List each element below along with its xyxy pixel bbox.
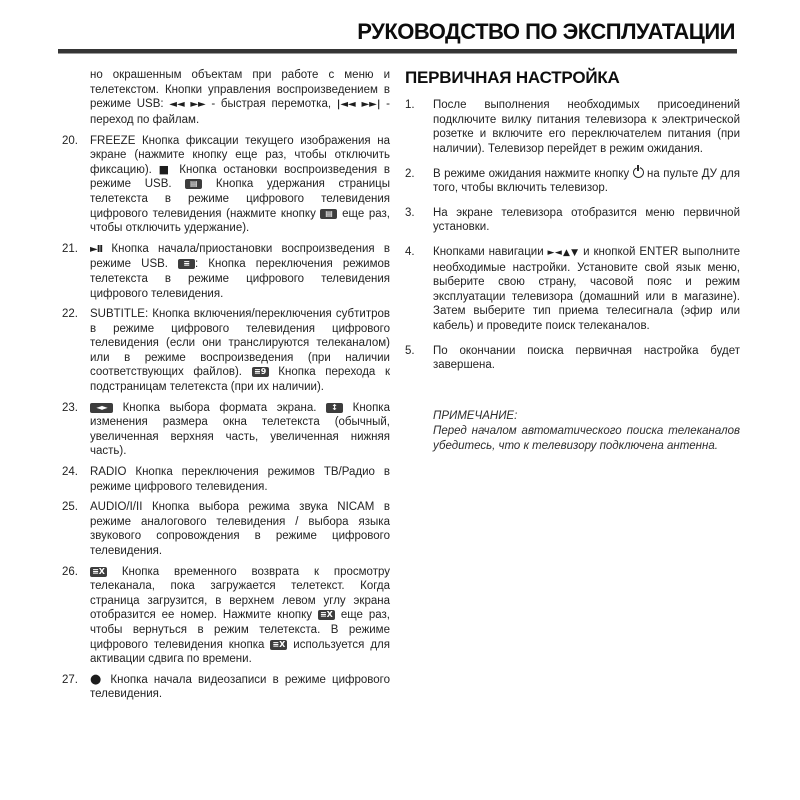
item-number: 5. — [405, 344, 415, 357]
item-text: Кнопками навигации ►◄▲▼ и кнопкой ENTER выполните необходимые настройки. Установите свой язык меню, выберите свою страну, часовой пояс и режим эксплуатации телевизора (домашний или в магазине). Затем выберите тип приема телесигнала (эфир или кабель) и проведите поиск телеканалов. — [433, 245, 741, 332]
teletext-hold-icon: ▤ — [185, 179, 202, 189]
item-number: 26. — [62, 565, 78, 578]
item-text: FREEZE Кнопка фиксации текущего изображения на экране (нажмите кнопку еще раз, чтобы отключить фиксацию). ■ Кнопка остановки воспроизведения в режиме USB. ▤ Кнопка удержания страницы телетекста в режиме цифрового телевидения цифрового телевидения (нажмите кнопку ▤ еще раз, чтобы отключить удержание). — [90, 134, 390, 235]
section-heading: ПЕРВИЧНАЯ НАСТРОЙКА — [405, 68, 620, 88]
item-text: RADIO Кнопка переключения режимов ТВ/Радио в режиме цифрового телевидения. — [90, 466, 390, 493]
item-text: На экране телевизора отобразится меню первичной установки. — [433, 206, 740, 234]
list-item-21 — [62, 242, 390, 301]
setup-step-4 — [405, 245, 740, 334]
setup-step-2 — [405, 167, 740, 196]
item-text: После выполнения необходимых присоединений подключите вилку питания телевизора к электрической розетке и включите его переключателем питания (при наличии). Телевизор перейдет в режим ожидания. — [433, 99, 740, 155]
record-icon: ● — [90, 671, 105, 687]
item-number: 1. — [405, 99, 415, 112]
content — [0, 54, 800, 708]
nav-arrows-icon: ►◄▲▼ — [547, 247, 580, 258]
list-item-26 — [62, 565, 390, 667]
teletext-cancel-icon: ≡X — [90, 567, 107, 577]
note-label: ПРИМЕЧАНИЕ: — [433, 409, 518, 422]
paragraph-text: но окрашенным объектам при работе с меню и телетекстом. Кнопки управления воспроизведением в режиме USB: ◄◄ ►► - быстрая перемотка, |◄◄ ►►| - переход по файлам. — [90, 69, 390, 126]
item-number: 3. — [405, 206, 415, 219]
right-column — [405, 68, 740, 708]
item-text: ≡X Кнопка временного возврата к просмотру телеканала, пока загружается телетекст. Когда страница загрузится, в верхнем левом углу экрана отобразится ее номер. Нажмите кнопку ≡X еще раз, чтобы вернуться в режим телетекста. В режиме цифрового телевидения кнопка ≡X используется для активации сдвига по времени. — [90, 565, 390, 666]
teletext-hold-icon: ▤ — [320, 209, 337, 219]
list-item-25 — [62, 500, 390, 558]
item-text: ◄► Кнопка выбора формата экрана. ↕ Кнопка изменения размера окна телетекста (обычный, увеличенная верхняя часть, увеличенная нижняя часть). — [90, 401, 390, 458]
item-number: 27. — [62, 673, 78, 686]
note-block — [405, 409, 740, 454]
item-number: 20. — [62, 134, 78, 147]
rewind-icon: ◄◄ — [169, 99, 185, 111]
teletext-size-icon: ↕ — [326, 403, 343, 413]
left-column — [62, 68, 390, 708]
setup-step-1 — [405, 98, 740, 156]
paragraph-continued — [62, 68, 390, 127]
page-title: РУКОВОДСТВО ПО ЭКСПЛУАТАЦИИ — [357, 19, 735, 44]
stop-icon: ■ — [158, 162, 173, 176]
item-number: 2. — [405, 167, 415, 180]
page-header — [0, 0, 800, 44]
item-text: SUBTITLE: Кнопка включения/переключения субтитров в режиме цифрового телевидения цифрового телевидения (если они транслируются телеканалом) или в режиме воспроизведения (при наличии соответствующих файлов). ≡9 Кнопка перехода к подстраницам телетекста (при их наличии). — [90, 308, 390, 394]
item-text: В режиме ожидания нажмите кнопку на пульте ДУ для того, чтобы включить телевизор. — [433, 167, 740, 195]
item-text: ►II Кнопка начала/приостановки воспроизведения в режиме USB. ≡ : Кнопка переключения режимов телетекста в режиме цифрового телевидения цифрового телевидения. — [90, 242, 391, 300]
aspect-ratio-icon: ◄► — [90, 403, 113, 413]
item-number: 25. — [62, 501, 78, 514]
list-item-20 — [62, 134, 390, 236]
item-text: По окончании поиска первичная настройка будет завершена. — [433, 344, 740, 372]
list-item-23 — [62, 401, 390, 459]
next-file-icon: ►►| — [361, 99, 381, 111]
teletext-cancel-icon: ≡X — [318, 610, 335, 620]
item-number: 24. — [62, 466, 78, 479]
play-pause-icon: ►II — [90, 243, 103, 255]
power-icon — [633, 167, 644, 178]
list-item-24 — [62, 465, 390, 494]
setup-step-3 — [405, 206, 740, 235]
item-text: ● Кнопка начала видеозаписи в режиме цифрового телевидения. — [90, 671, 391, 701]
fast-forward-icon: ►► — [190, 99, 206, 111]
list-item-22 — [62, 307, 390, 395]
teletext-cancel-icon: ≡X — [270, 640, 287, 650]
item-number: 4. — [405, 245, 415, 258]
note-text: Перед началом автоматического поиска телеканалов убедитесь, что к телевизору подключена антенна. — [433, 424, 740, 452]
item-number: 21. — [62, 242, 78, 255]
list-item-27 — [62, 673, 390, 702]
item-number: 22. — [62, 308, 78, 321]
item-number: 23. — [62, 401, 78, 414]
item-text: AUDIO/I/II Кнопка выбора режима звука NICAM в режиме аналогового телевидения / выбора языка звукового сопровождения в режиме цифрового телевидения. — [90, 501, 390, 557]
setup-step-5 — [405, 344, 740, 373]
teletext-subpage-icon: ≡9 — [252, 367, 269, 377]
item-number-spacer — [62, 68, 90, 127]
previous-file-icon: |◄◄ — [336, 99, 356, 111]
teletext-mode-icon: ≡ — [178, 259, 195, 269]
